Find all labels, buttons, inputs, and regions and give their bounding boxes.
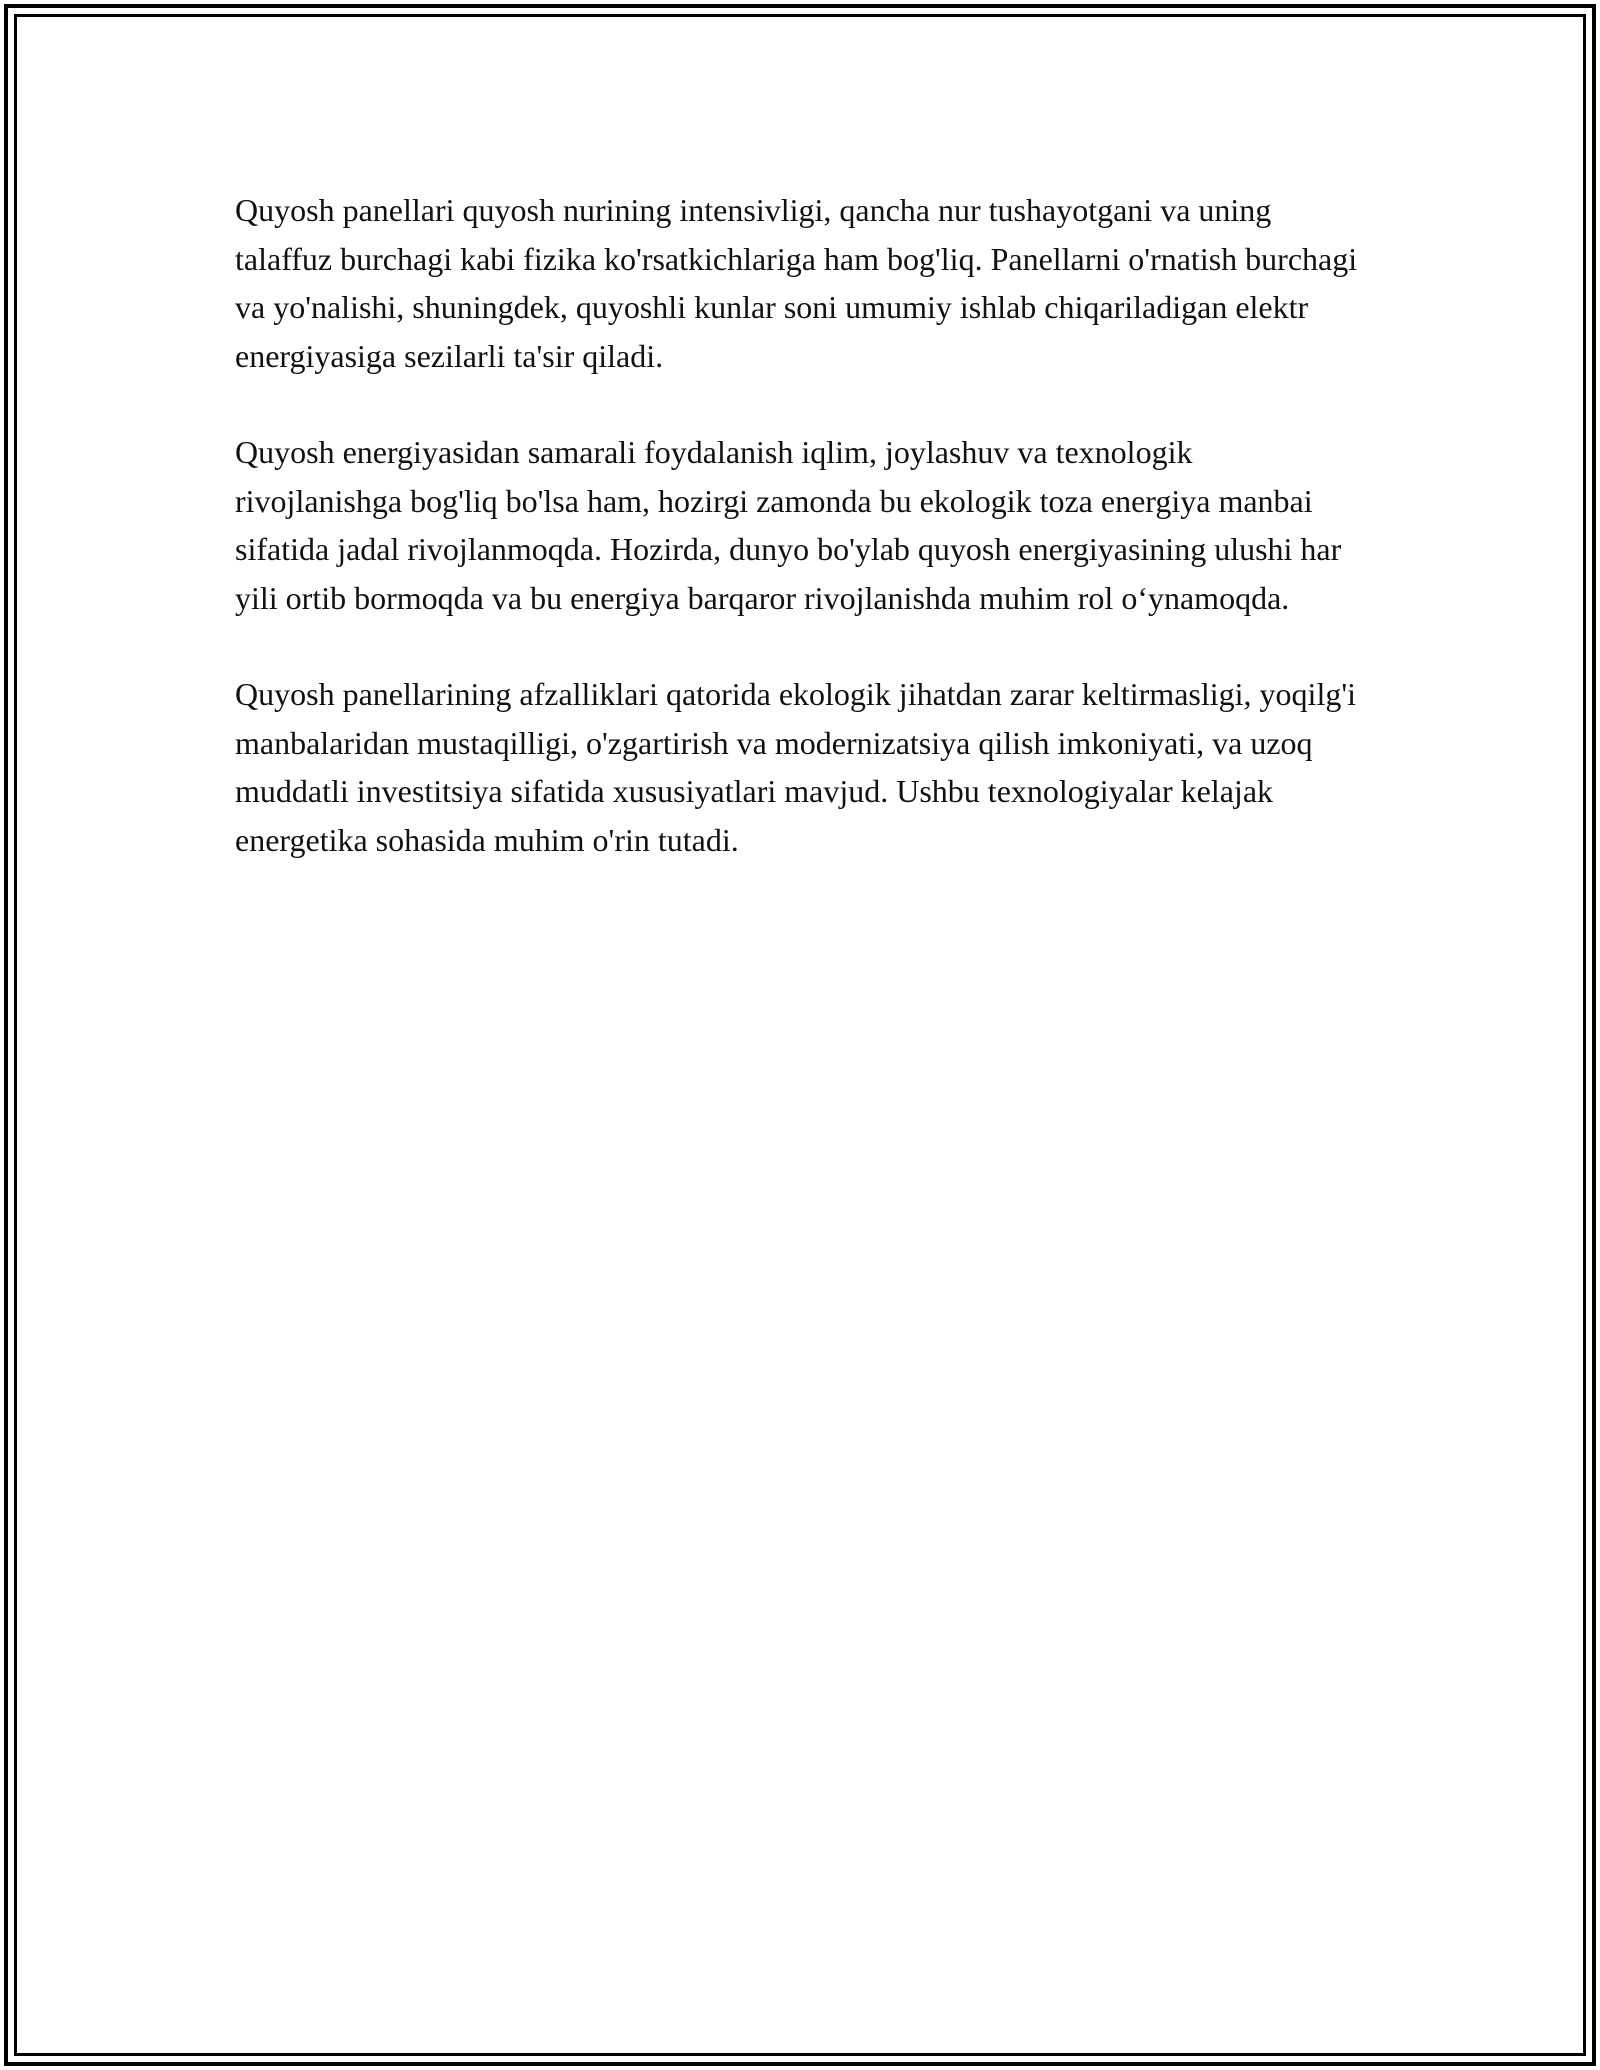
paragraph-3: Quyosh panellarining afzalliklari qatorida ekologik jihatdan zarar keltirmasligi, yoqilg'i manbalaridan mustaqilligi, o'zgartirish va modernizatsiya qilish imkoniyati, va uzoq muddatli investitsiya sifatida xususiyatlari mavjud. Ushbu texnologiyalar kelajak energetika sohasida muhim o'rin tutadi. [235, 676, 1356, 858]
paragraph-1: Quyosh panellari quyosh nurining intensivligi, qancha nur tushayotgani va uning talaffuz burchagi kabi fizika ko'rsatkichlariga ham bog'liq. Panellarni o'rnatish burchagi va yo'nalishi, shuningdek, quyoshli kunlar soni umumiy ishlab chiqariladigan elektr energiyasiga sezilarli ta'sir qiladi. [235, 192, 1358, 374]
document-body [235, 186, 1365, 864]
paragraph-2: Quyosh energiyasidan samarali foydalanish iqlim, joylashuv va texnologik rivojlanishga bog'liq bo'lsa ham, hozirgi zamonda bu ekologik toza energiya manbai sifatida jadal rivojlanmoqda. Hozirda, dunyo bo'ylab quyosh energiyasining ulushi har yili ortib bormoqda va bu energiya barqaror rivojlanishda muhim rol o‘ynamoqda. [235, 434, 1342, 616]
